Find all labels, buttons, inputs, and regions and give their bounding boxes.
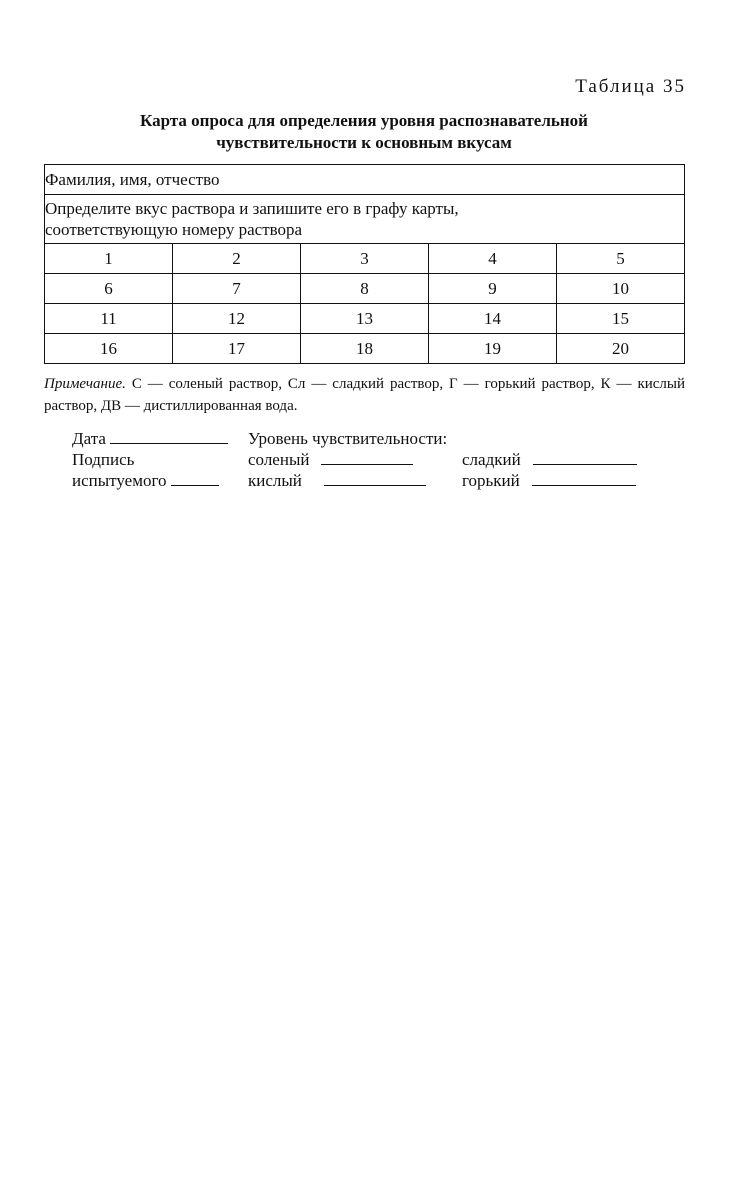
solution-cell[interactable]: 16 xyxy=(45,334,173,364)
solution-cell[interactable]: 8 xyxy=(301,274,429,304)
subject-label: испытуемого xyxy=(72,471,167,490)
solution-cell[interactable]: 12 xyxy=(173,304,301,334)
solution-cell[interactable]: 7 xyxy=(173,274,301,304)
instruction-cell xyxy=(45,195,685,244)
instruction-line-2: соответствующую номеру раствора xyxy=(45,220,303,239)
full-name-field[interactable]: Фамилия, имя, отчество xyxy=(45,165,685,195)
solution-cell[interactable]: 11 xyxy=(45,304,173,334)
bitter-label: горький xyxy=(462,471,520,490)
caption-line-2: чувствительности к основным вкусам xyxy=(216,133,512,152)
note-label: Примечание. xyxy=(44,376,126,392)
note-text: С — соленый раствор, Сл — сладкий раствор, Г — горький раствор, К — кислый раствор, ДВ — дистиллированная вода. xyxy=(44,376,686,414)
date-label: Дата xyxy=(72,429,106,448)
table-number: Таблица 35 xyxy=(575,76,686,97)
subject-signature-field[interactable] xyxy=(171,470,219,486)
solution-cell[interactable]: 9 xyxy=(429,274,557,304)
instruction-line-1: Определите вкус раствора и запишите его в графу карты, xyxy=(45,199,459,218)
solution-cell[interactable]: 17 xyxy=(173,334,301,364)
solution-cell[interactable]: 15 xyxy=(557,304,685,334)
survey-card-table xyxy=(44,164,685,364)
solution-cell[interactable]: 5 xyxy=(557,244,685,274)
salty-label: соленый xyxy=(248,450,310,469)
solution-cell[interactable]: 2 xyxy=(173,244,301,274)
table-row xyxy=(45,274,685,304)
signature-label: Подпись xyxy=(72,450,135,469)
caption-line-1: Карта опроса для определения уровня распознавательной xyxy=(140,111,588,130)
solution-cell[interactable]: 18 xyxy=(301,334,429,364)
sensitivity-level-label: Уровень чувствительности: xyxy=(248,429,448,448)
solution-cell[interactable]: 1 xyxy=(45,244,173,274)
sour-field[interactable] xyxy=(324,470,426,486)
table-row xyxy=(45,334,685,364)
solution-cell[interactable]: 10 xyxy=(557,274,685,304)
sweet-label: сладкий xyxy=(462,450,521,469)
solution-cell[interactable]: 3 xyxy=(301,244,429,274)
solution-cell[interactable]: 19 xyxy=(429,334,557,364)
table-row xyxy=(45,244,685,274)
solution-cell[interactable]: 13 xyxy=(301,304,429,334)
sweet-field[interactable] xyxy=(533,449,637,465)
solution-cell[interactable]: 6 xyxy=(45,274,173,304)
solution-cell[interactable]: 4 xyxy=(429,244,557,274)
sour-label: кислый xyxy=(248,471,302,490)
date-field[interactable] xyxy=(110,428,228,444)
solution-cell[interactable]: 20 xyxy=(557,334,685,364)
bitter-field[interactable] xyxy=(532,470,636,486)
salty-field[interactable] xyxy=(321,449,413,465)
table-caption xyxy=(44,110,684,154)
table-note xyxy=(44,373,685,417)
table-row xyxy=(45,304,685,334)
solution-cell[interactable]: 14 xyxy=(429,304,557,334)
